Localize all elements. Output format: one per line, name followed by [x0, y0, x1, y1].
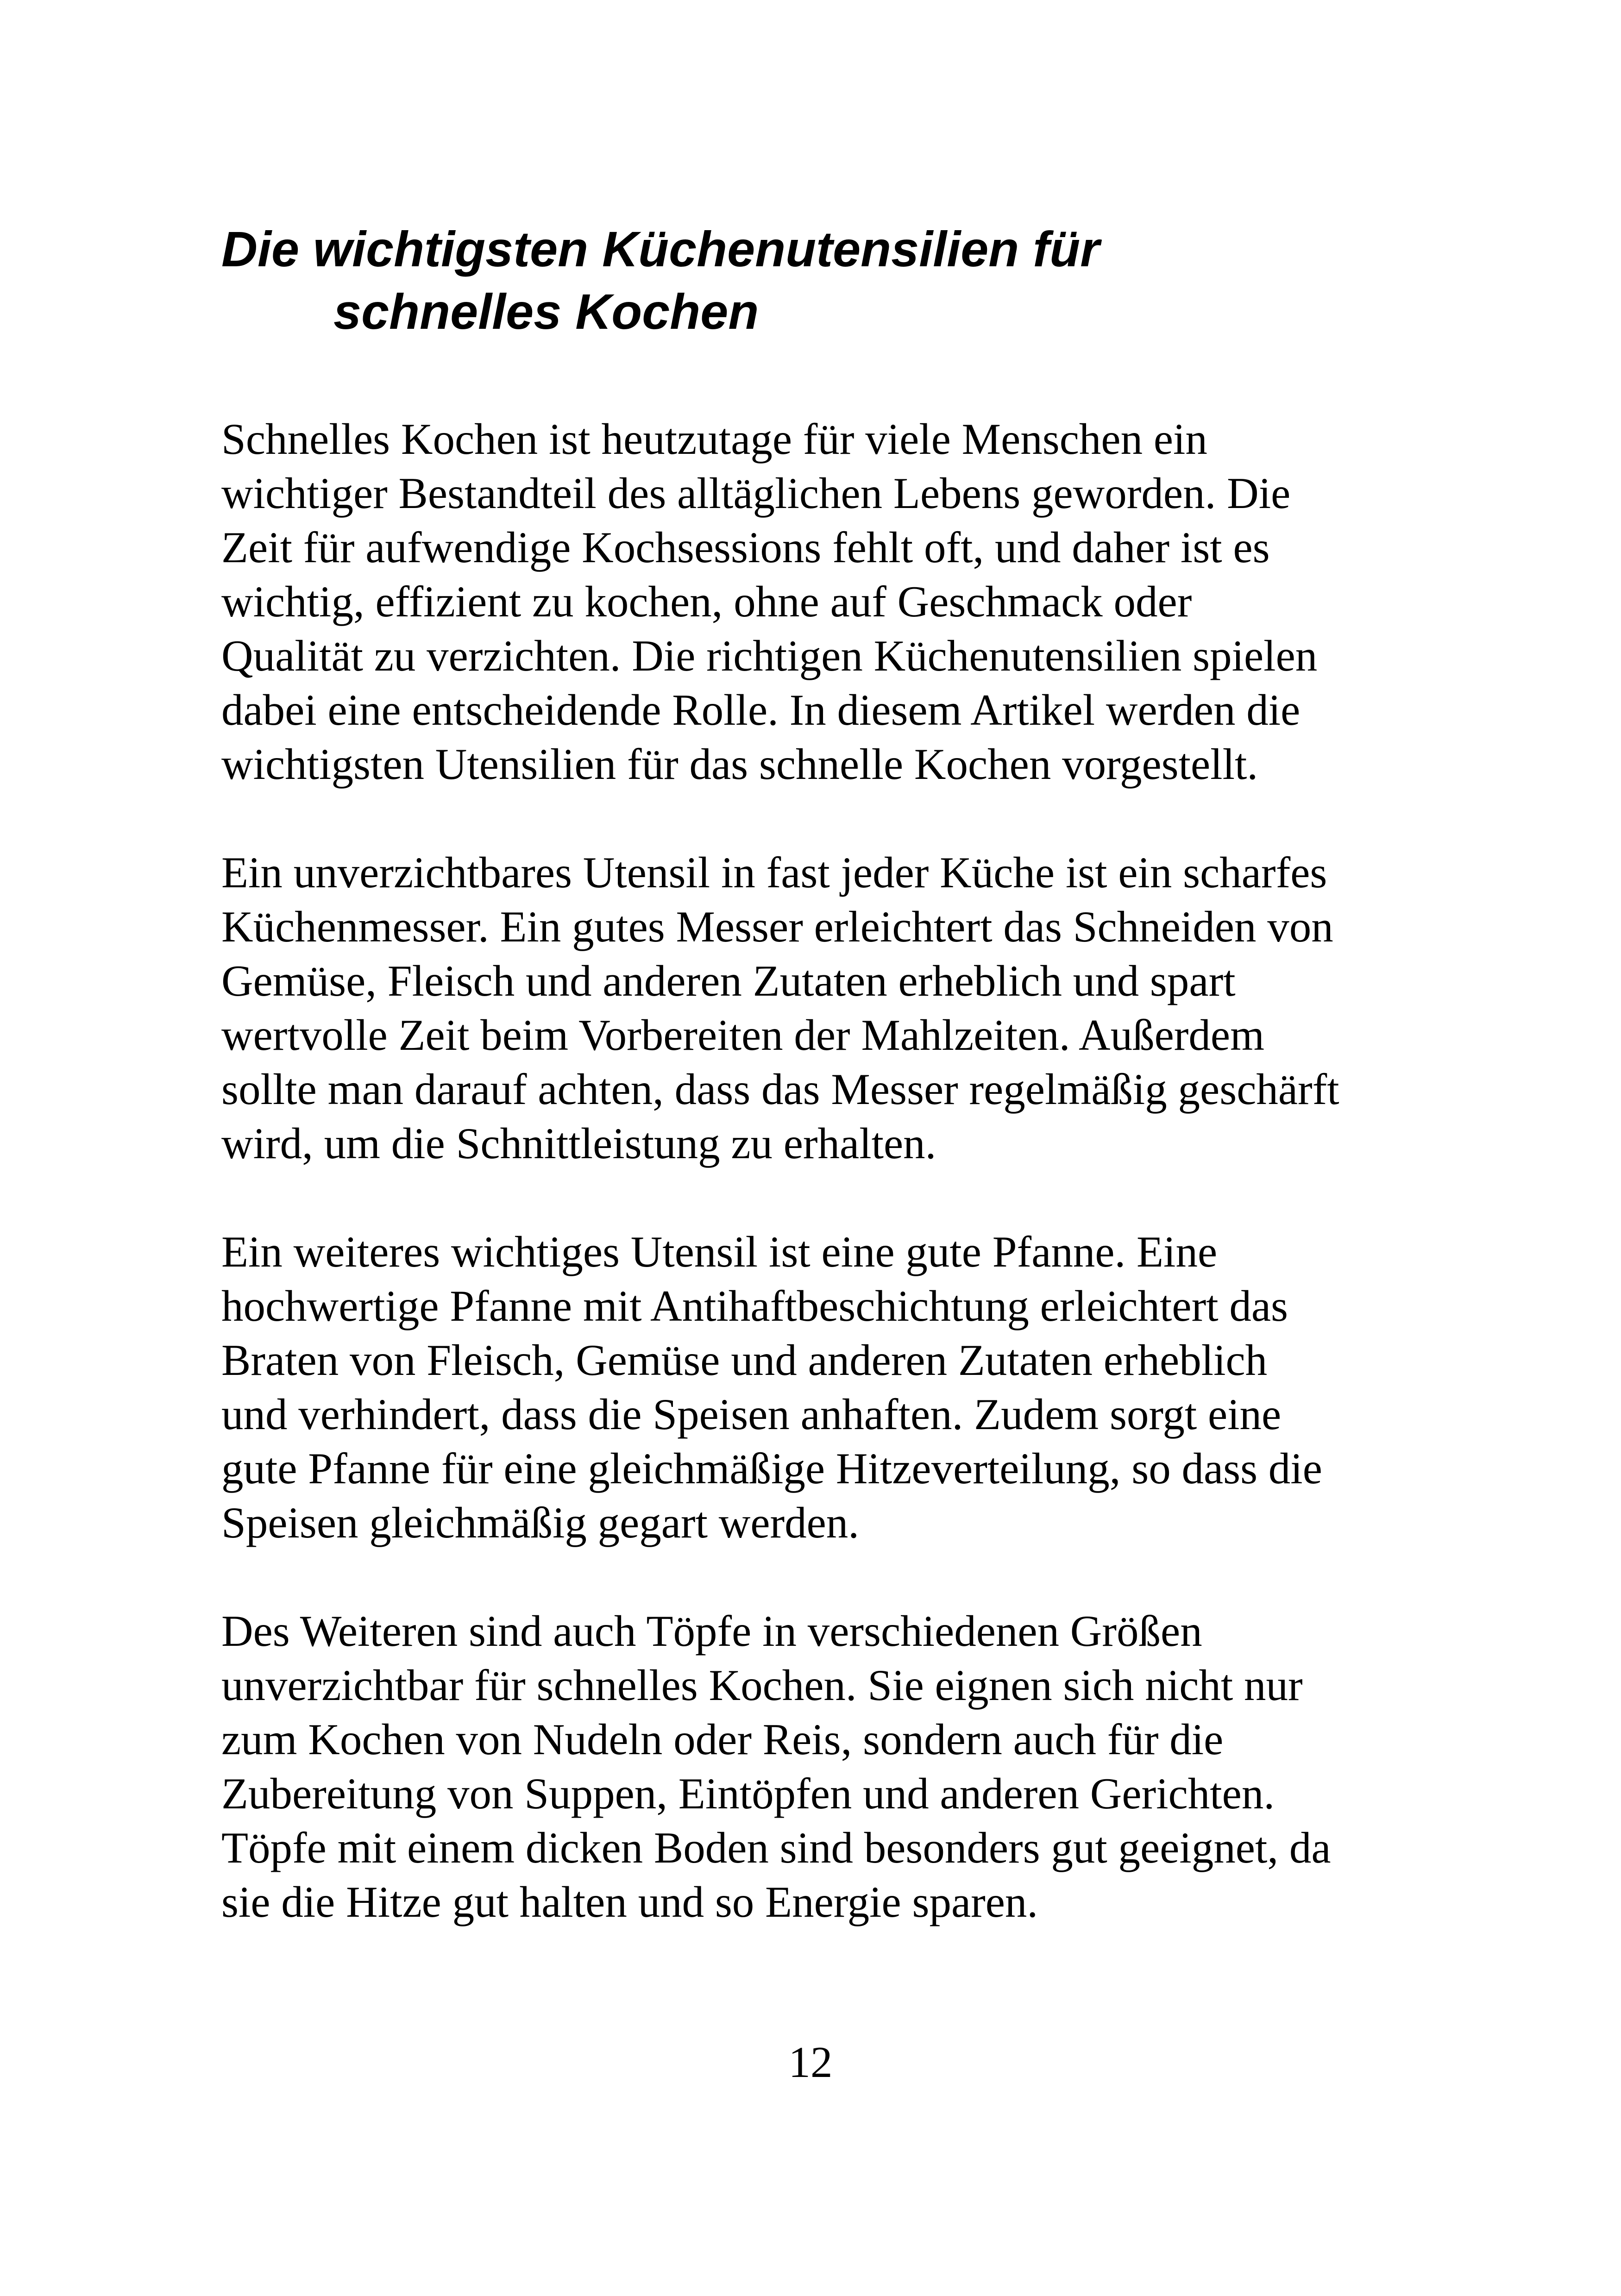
text-line: Küchenmesser. Ein gutes Messer erleichtert das Schneiden von [221, 902, 1333, 951]
text-line: Zubereitung von Suppen, Eintöpfen und anderen Gerichten. [221, 1769, 1275, 1818]
text-line: Speisen gleichmäßig gegart werden. [221, 1498, 860, 1547]
title-line-1: Die wichtigsten Küchenutensilien für [221, 221, 1100, 277]
paragraph-pan [221, 1225, 1426, 1550]
page-number: 12 [788, 2038, 833, 2087]
text-line: wird, um die Schnittleistung zu erhalten. [221, 1119, 936, 1168]
text-line: unverzichtbar für schnelles Kochen. Sie eignen sich nicht nur [221, 1661, 1303, 1710]
text-line: Qualität zu verzichten. Die richtigen Küchenutensilien spielen [221, 631, 1318, 680]
text-line: wichtiger Bestandteil des alltäglichen Lebens geworden. Die [221, 469, 1291, 518]
text-line: Ein unverzichtbares Utensil in fast jeder Küche ist ein scharfes [221, 848, 1327, 897]
paragraph-pots [221, 1604, 1426, 1929]
page-title [221, 218, 1407, 343]
paragraph-intro [221, 412, 1426, 791]
text-line: Töpfe mit einem dicken Boden sind besonders gut geeignet, da [221, 1823, 1331, 1872]
text-line: Gemüse, Fleisch und anderen Zutaten erheblich und spart [221, 956, 1236, 1005]
text-line: wichtigsten Utensilien für das schnelle Kochen vorgestellt. [221, 740, 1258, 789]
text-line: zum Kochen von Nudeln oder Reis, sondern auch für die [221, 1715, 1224, 1764]
paragraph-knife [221, 846, 1426, 1171]
text-line: sie die Hitze gut halten und so Energie sparen. [221, 1877, 1038, 1926]
text-line: Des Weiteren sind auch Töpfe in verschiedenen Größen [221, 1606, 1202, 1656]
body-text [221, 412, 1426, 1983]
text-line: Zeit für aufwendige Kochsessions fehlt oft, und daher ist es [221, 523, 1270, 572]
text-line: hochwertige Pfanne mit Antihaftbeschichtung erleichtert das [221, 1281, 1288, 1330]
title-line-2: schnelles Kochen [333, 283, 759, 339]
text-line: dabei eine entscheidende Rolle. In diesem Artikel werden die [221, 685, 1301, 734]
text-line: gute Pfanne für eine gleichmäßige Hitzeverteilung, so dass die [221, 1444, 1322, 1493]
text-line: wertvolle Zeit beim Vorbereiten der Mahlzeiten. Außerdem [221, 1010, 1264, 1060]
text-line: Ein weiteres wichtiges Utensil ist eine gute Pfanne. Eine [221, 1227, 1218, 1276]
text-line: sollte man darauf achten, dass das Messer regelmäßig geschärft [221, 1065, 1339, 1114]
text-line: wichtig, effizient zu kochen, ohne auf Geschmack oder [221, 577, 1192, 626]
text-line: und verhindert, dass die Speisen anhaften. Zudem sorgt eine [221, 1390, 1282, 1439]
text-line: Braten von Fleisch, Gemüse und anderen Zutaten erheblich [221, 1336, 1268, 1385]
text-line: Schnelles Kochen ist heutzutage für viele Menschen ein [221, 414, 1207, 464]
